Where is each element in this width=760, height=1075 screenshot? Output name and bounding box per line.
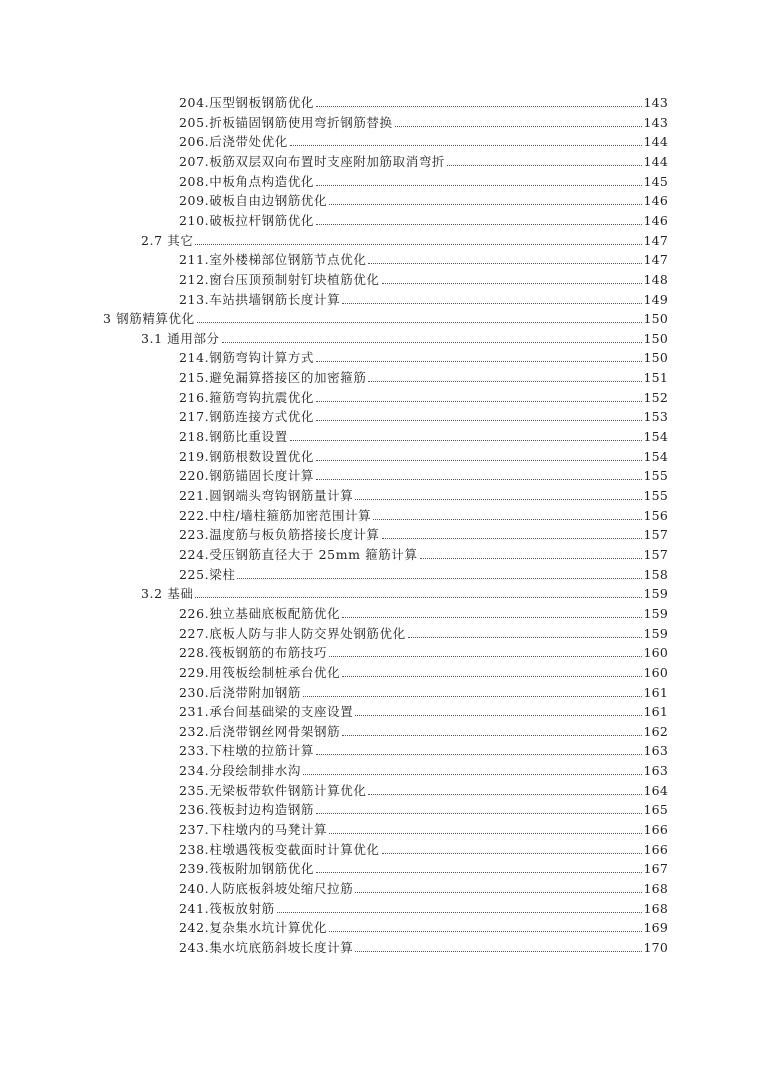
- dot-leader: [342, 734, 641, 736]
- dot-leader: [316, 871, 641, 873]
- dot-leader: [355, 950, 641, 952]
- toc-entry-title: 221.圆钢端头弯钩钢筋量计算: [179, 488, 354, 503]
- dot-leader: [342, 302, 641, 304]
- toc-entry-page: 155: [643, 488, 668, 503]
- dot-leader: [222, 341, 642, 343]
- dot-leader: [303, 695, 642, 697]
- toc-entry-page: 169: [643, 920, 668, 936]
- toc-entry-page: 154: [643, 448, 668, 464]
- toc-entry-page: 166: [643, 841, 668, 857]
- dot-leader: [329, 203, 641, 205]
- toc-entry-title: 227.底板人防与非人防交界处钢筋优化: [179, 625, 406, 641]
- toc-entry-page: 165: [643, 802, 668, 818]
- dot-leader: [368, 793, 641, 795]
- toc-entry-title: 237.下柱墩内的马凳计算: [179, 822, 328, 838]
- toc-entry-title: 236.筏板封边构造钢筋: [179, 802, 315, 818]
- toc-entry-title: 206.后浇带处优化: [179, 134, 288, 150]
- toc-entry-page: 147: [643, 252, 668, 268]
- toc-entry-page: 143: [643, 114, 668, 130]
- dot-leader: [382, 852, 642, 854]
- toc-entry-title: 219.钢筋根数设置优化: [179, 448, 315, 464]
- dot-leader: [355, 498, 641, 500]
- toc-entry-title: 230.后浇带附加钢筋: [179, 684, 301, 700]
- toc-entry[interactable]: [179, 463, 668, 483]
- toc-entry[interactable]: [179, 778, 668, 798]
- toc-entry-page: 161: [643, 704, 668, 720]
- toc-entry-title: 3.1 通用部分: [141, 330, 220, 346]
- toc-entry[interactable]: [179, 404, 668, 424]
- toc-entry[interactable]: [179, 385, 668, 405]
- toc-entry[interactable]: [141, 581, 668, 601]
- dot-leader: [195, 596, 641, 598]
- toc-entry-page: 146: [643, 212, 668, 228]
- toc-entry-title: 224.受压钢筋直径大于 25mm 箍筋计算: [179, 546, 418, 562]
- toc-entry-page: 162: [643, 723, 668, 739]
- toc-entry-title: 226.独立基础底板配筋优化: [179, 605, 341, 621]
- toc-entry-title: 209.破板自由边钢筋优化: [179, 193, 328, 209]
- toc-entry-page: 167: [643, 861, 668, 877]
- dot-leader: [237, 577, 641, 579]
- toc-entry-title: 235.无梁板带软件钢筋计算优化: [179, 782, 367, 798]
- toc-entry-page: 158: [643, 566, 668, 582]
- dot-leader: [342, 675, 641, 677]
- toc-entry-page: 160: [643, 664, 668, 680]
- toc-entry[interactable]: [141, 326, 668, 346]
- toc-entry-title: 233.下柱墩的拉筋计算: [179, 743, 315, 759]
- toc-entry[interactable]: [179, 758, 668, 778]
- toc-entry-title: 242.复杂集水坑计算优化: [179, 920, 328, 936]
- toc-entry[interactable]: [179, 90, 668, 110]
- toc-entry-title: 212.窗台压顶预制射钉块植筋优化: [179, 271, 380, 287]
- toc-entry-title: 208.中板角点构造优化: [179, 173, 315, 189]
- dot-leader: [382, 282, 642, 284]
- toc-entry-page: 153: [643, 409, 668, 425]
- toc-entry-title: 205.折板锚固钢筋使用弯折钢筋替换: [179, 114, 393, 130]
- dot-leader: [342, 616, 641, 618]
- dot-leader: [290, 144, 642, 146]
- toc-entry-page: 148: [643, 271, 668, 287]
- toc-entry[interactable]: [179, 797, 668, 817]
- toc-entry[interactable]: [179, 621, 668, 641]
- toc-entry-page: 168: [643, 881, 668, 896]
- dot-leader: [316, 753, 641, 755]
- toc-entry[interactable]: [179, 483, 668, 503]
- toc-entry[interactable]: [179, 915, 668, 935]
- toc-entry-page: 147: [643, 232, 668, 248]
- toc-entry[interactable]: [179, 110, 668, 130]
- toc-entry[interactable]: [179, 837, 668, 857]
- dot-leader: [316, 812, 641, 814]
- toc-entry[interactable]: [179, 247, 668, 267]
- toc-entry[interactable]: [179, 287, 668, 307]
- dot-leader: [373, 518, 641, 520]
- dot-leader: [329, 832, 641, 834]
- dot-leader: [382, 537, 642, 539]
- toc-entry-title: 220.钢筋锚固长度计算: [179, 468, 315, 484]
- toc-entry[interactable]: [179, 188, 668, 208]
- toc-entry-page: 157: [643, 546, 668, 562]
- toc-entry[interactable]: [179, 699, 668, 719]
- toc-entry[interactable]: [179, 601, 668, 621]
- toc-entry-title: 215.避免漏算搭接区的加密箍筋: [179, 370, 367, 386]
- toc-entry[interactable]: [179, 522, 668, 542]
- toc-entry[interactable]: [141, 228, 668, 248]
- toc-entry-title: 2.7 其它: [141, 232, 194, 248]
- toc-entry[interactable]: [179, 345, 668, 365]
- toc-entry-title: 232.后浇带钢丝网骨架钢筋: [179, 723, 341, 739]
- toc-entry-title: 214.钢筋弯钩计算方式: [179, 350, 315, 366]
- toc-entry[interactable]: [179, 640, 668, 660]
- toc-entry-page: 159: [643, 605, 668, 621]
- toc-entry-title: 240.人防底板斜坡处缩尺拉筋: [179, 881, 354, 896]
- dot-leader: [408, 636, 642, 638]
- toc-entry-title: 229.用筏板绘制桩承台优化: [179, 664, 341, 680]
- toc-entry-page: 146: [643, 193, 668, 209]
- toc-entry-page: 144: [643, 134, 668, 150]
- toc-entry-title: 225.梁柱: [179, 566, 236, 582]
- toc-entry[interactable]: [179, 542, 668, 562]
- toc-entry[interactable]: [179, 856, 668, 876]
- toc-entry-page: 168: [643, 900, 668, 916]
- toc-entry-page: 163: [643, 763, 668, 779]
- dot-leader: [368, 380, 641, 382]
- dot-leader: [316, 184, 641, 186]
- toc-entry[interactable]: [179, 208, 668, 228]
- toc-entry-page: 144: [643, 153, 668, 169]
- toc-entry-page: 163: [643, 743, 668, 759]
- dot-leader: [316, 400, 641, 402]
- dot-leader: [316, 478, 641, 480]
- toc-entry[interactable]: [179, 817, 668, 837]
- dot-leader: [316, 419, 641, 421]
- dot-leader: [355, 891, 641, 893]
- toc-entry[interactable]: [179, 149, 668, 169]
- toc-entry[interactable]: [179, 738, 668, 758]
- dot-leader: [329, 655, 641, 657]
- toc-entry-title: 241.筏板放射筋: [179, 900, 275, 916]
- toc-entry[interactable]: [179, 365, 668, 385]
- toc-entry[interactable]: [179, 719, 668, 739]
- toc-entry[interactable]: [179, 444, 668, 464]
- toc-entry-page: 160: [643, 645, 668, 661]
- dot-leader: [329, 930, 641, 932]
- dot-leader: [316, 360, 641, 362]
- toc-entry-page: 155: [643, 468, 668, 484]
- toc-entry-page: 159: [643, 625, 668, 641]
- toc-entry-page: 151: [643, 370, 668, 386]
- dot-leader: [277, 911, 642, 913]
- toc-entry-title: 211.室外楼梯部位钢筋节点优化: [179, 252, 367, 268]
- toc-entry[interactable]: [179, 267, 668, 287]
- toc-entry-page: 152: [643, 389, 668, 405]
- toc-entry-title: 204.压型钢板钢筋优化: [179, 95, 315, 110]
- dot-leader: [368, 262, 641, 264]
- toc-entry-page: 157: [643, 527, 668, 543]
- dot-leader: [420, 557, 642, 559]
- toc-entry-title: 234.分段绘制排水沟: [179, 763, 301, 779]
- toc-entry-title: 213.车站拱墙钢筋长度计算: [179, 291, 341, 307]
- dot-leader: [303, 773, 642, 775]
- toc-entry-title: 217.钢筋连接方式优化: [179, 409, 315, 425]
- toc-entry-page: 161: [643, 684, 668, 700]
- toc-entry-title: 3 钢筋精算优化: [103, 311, 195, 327]
- toc-entry-title: 3.2 基础: [141, 586, 194, 602]
- toc-entry[interactable]: [179, 896, 668, 916]
- toc-entry[interactable]: [179, 169, 668, 189]
- toc-entry-title: 222.中柱/墙柱箍筋加密范围计算: [179, 507, 372, 523]
- toc-entry-page: 164: [643, 782, 668, 798]
- toc-entry-title: 243.集水坑底筋斜坡长度计算: [179, 939, 354, 955]
- dot-leader: [447, 164, 641, 166]
- toc-entry-title: 210.破板拉杆钢筋优化: [179, 212, 315, 228]
- toc-entry[interactable]: [103, 306, 668, 326]
- dot-leader: [355, 714, 641, 716]
- dot-leader: [395, 125, 642, 127]
- toc-entry[interactable]: [179, 562, 668, 582]
- toc-entry-page: 156: [643, 507, 668, 523]
- dot-leader: [316, 459, 641, 461]
- toc-entry[interactable]: [179, 660, 668, 680]
- toc-entry-title: 238.柱墩遇筏板变截面时计算优化: [179, 841, 380, 857]
- toc-entry[interactable]: [179, 680, 668, 700]
- toc-entry-title: 216.箍筋弯钩抗震优化: [179, 389, 315, 405]
- dot-leader: [316, 105, 641, 107]
- toc-entry-page: 150: [643, 311, 668, 327]
- toc-entry-title: 228.筏板钢筋的布筋技巧: [179, 645, 328, 661]
- toc-entry[interactable]: [179, 503, 668, 523]
- toc-entry-page: 159: [643, 586, 668, 602]
- toc-entry-title: 239.筏板附加钢筋优化: [179, 861, 315, 877]
- toc-entry-page: 145: [643, 173, 668, 189]
- toc-entry-page: 143: [643, 95, 668, 110]
- toc-entry-title: 223.温度筋与板负筋搭接长度计算: [179, 527, 380, 543]
- toc-entry[interactable]: [179, 129, 668, 149]
- dot-leader: [197, 321, 642, 323]
- toc-entry-title: 218.钢筋比重设置: [179, 429, 288, 445]
- toc-entry[interactable]: [179, 424, 668, 444]
- toc-entry-page: 166: [643, 822, 668, 838]
- toc-entry-page: 149: [643, 291, 668, 307]
- toc-entry[interactable]: [179, 935, 668, 955]
- toc-entry[interactable]: [179, 876, 668, 896]
- toc-entry-page: 170: [643, 939, 668, 955]
- dot-leader: [195, 243, 641, 245]
- dot-leader: [290, 439, 642, 441]
- dot-leader: [316, 223, 641, 225]
- toc-entry-title: 207.板筋双层双向布置时支座附加筋取消弯折: [179, 153, 446, 169]
- toc-entry-page: 154: [643, 429, 668, 445]
- toc-entry-page: 150: [643, 350, 668, 366]
- toc-entry-title: 231.承台间基础梁的支座设置: [179, 704, 354, 720]
- toc-entry-page: 150: [643, 330, 668, 346]
